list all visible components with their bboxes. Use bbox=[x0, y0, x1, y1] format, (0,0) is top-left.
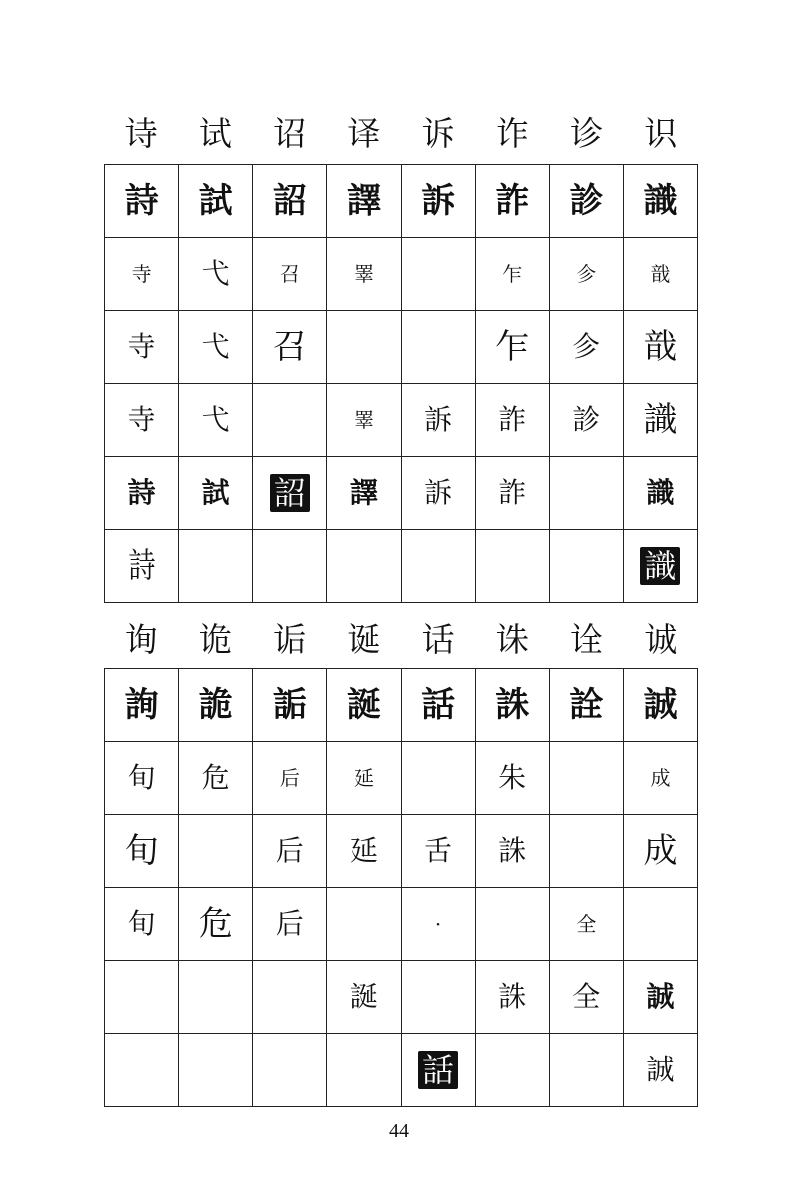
glyph-cell bbox=[105, 311, 179, 384]
header-char: 诠 bbox=[570, 620, 604, 659]
ancient-glyph: 訴 bbox=[424, 403, 453, 436]
ancient-glyph: 弋 bbox=[201, 257, 230, 290]
glyph-cell bbox=[253, 888, 327, 961]
ancient-glyph: 全 bbox=[576, 912, 597, 936]
glyph-cell bbox=[179, 311, 253, 384]
glyph-cell bbox=[105, 384, 179, 457]
ancient-glyph: 試 bbox=[198, 181, 233, 221]
glyph-cell bbox=[105, 815, 179, 888]
glyph-cell bbox=[327, 165, 401, 238]
glyph-cell bbox=[550, 961, 624, 1034]
ancient-glyph: 誠 bbox=[646, 980, 675, 1013]
glyph-cell bbox=[476, 1034, 550, 1107]
glyph-cell bbox=[624, 457, 698, 530]
glyph-cell bbox=[550, 238, 624, 311]
glyph-cell bbox=[105, 1034, 179, 1107]
header-char: 诞 bbox=[347, 620, 381, 659]
ancient-glyph: 試 bbox=[201, 476, 230, 509]
glyph-cell bbox=[105, 961, 179, 1034]
ancient-glyph: 識 bbox=[640, 547, 680, 585]
glyph-cell bbox=[179, 530, 253, 603]
glyph-cell bbox=[179, 457, 253, 530]
header-char: 诟 bbox=[273, 620, 307, 659]
ancient-glyph: 后 bbox=[279, 766, 300, 790]
glyph-cell bbox=[105, 165, 179, 238]
glyph-cell bbox=[476, 961, 550, 1034]
glyph-cell bbox=[179, 888, 253, 961]
ancient-glyph: 詩 bbox=[127, 546, 156, 586]
glyph-cell bbox=[253, 384, 327, 457]
glyph-cell bbox=[550, 669, 624, 742]
glyph-cell bbox=[253, 530, 327, 603]
ancient-glyph: 詩 bbox=[127, 476, 156, 509]
page-number: 44 bbox=[389, 1120, 409, 1142]
glyph-cell bbox=[624, 815, 698, 888]
ancient-glyph: 召 bbox=[272, 327, 307, 367]
glyph-cell bbox=[105, 238, 179, 311]
glyph-cell bbox=[253, 669, 327, 742]
glyph-cell bbox=[476, 888, 550, 961]
glyph-cell bbox=[402, 742, 476, 815]
ancient-glyph: 㐱 bbox=[572, 330, 601, 363]
ancient-glyph: 詔 bbox=[272, 181, 307, 221]
glyph-cell bbox=[624, 311, 698, 384]
glyph-cell bbox=[402, 165, 476, 238]
ancient-glyph: 誕 bbox=[346, 685, 381, 725]
glyph-cell bbox=[402, 669, 476, 742]
glyph-cell bbox=[550, 742, 624, 815]
glyph-cell bbox=[327, 669, 401, 742]
header-char: 诛 bbox=[495, 620, 529, 659]
glyph-cell bbox=[476, 457, 550, 530]
glyph-cell bbox=[402, 1034, 476, 1107]
glyph-cell bbox=[105, 888, 179, 961]
header-char: 诉 bbox=[421, 114, 455, 153]
ancient-glyph: 召 bbox=[279, 262, 300, 286]
glyph-cell bbox=[476, 742, 550, 815]
header-char: 询 bbox=[124, 620, 158, 659]
ancient-glyph: 識 bbox=[643, 400, 678, 440]
glyph-cell bbox=[327, 815, 401, 888]
glyph-cell bbox=[402, 457, 476, 530]
ancient-glyph: 成 bbox=[643, 831, 678, 871]
ancient-glyph: 誠 bbox=[643, 685, 678, 725]
ancient-glyph: 睪 bbox=[353, 408, 374, 432]
glyph-cell bbox=[327, 238, 401, 311]
ancient-glyph: 識 bbox=[643, 181, 678, 221]
ancient-glyph: 㐱 bbox=[576, 262, 597, 286]
header-char: 诈 bbox=[495, 114, 529, 153]
ancient-glyph: 詩 bbox=[124, 181, 159, 221]
ancient-glyph: 詢 bbox=[124, 685, 159, 725]
glyph-cell bbox=[402, 238, 476, 311]
ancient-glyph: 譯 bbox=[349, 476, 378, 509]
glyph-cell bbox=[179, 384, 253, 457]
ancient-glyph: 寺 bbox=[127, 403, 156, 436]
ancient-glyph: 誅 bbox=[495, 685, 530, 725]
header-char: 诏 bbox=[273, 114, 307, 153]
ancient-glyph: 誠 bbox=[646, 1053, 675, 1086]
glyph-cell bbox=[624, 888, 698, 961]
glyph-table-1 bbox=[104, 164, 698, 603]
header-char: 识 bbox=[644, 114, 678, 153]
ancient-glyph: 詐 bbox=[498, 403, 527, 436]
glyph-cell bbox=[253, 961, 327, 1034]
glyph-cell bbox=[402, 311, 476, 384]
ancient-glyph: 延 bbox=[349, 834, 378, 867]
ancient-glyph: 寺 bbox=[127, 330, 156, 363]
glyph-cell bbox=[624, 165, 698, 238]
header-row-1 bbox=[104, 114, 698, 154]
glyph-cell bbox=[179, 961, 253, 1034]
glyph-cell bbox=[550, 384, 624, 457]
ancient-glyph: 詐 bbox=[495, 181, 530, 221]
ancient-glyph: 訴 bbox=[421, 181, 456, 221]
ancient-glyph: 戠 bbox=[650, 262, 671, 286]
glyph-cell bbox=[550, 815, 624, 888]
glyph-cell bbox=[624, 669, 698, 742]
glyph-cell bbox=[327, 961, 401, 1034]
ancient-glyph: 舌 bbox=[424, 834, 453, 867]
glyph-cell bbox=[476, 311, 550, 384]
ancient-glyph: 診 bbox=[572, 403, 601, 436]
ancient-glyph: 訴 bbox=[424, 476, 453, 509]
glyph-cell bbox=[624, 384, 698, 457]
glyph-cell bbox=[550, 311, 624, 384]
ancient-glyph: 乍 bbox=[495, 327, 530, 367]
glyph-cell bbox=[105, 742, 179, 815]
glyph-cell bbox=[327, 311, 401, 384]
ancient-glyph: 寺 bbox=[131, 262, 152, 286]
glyph-cell bbox=[179, 815, 253, 888]
glyph-cell bbox=[402, 961, 476, 1034]
glyph-cell bbox=[402, 530, 476, 603]
glyph-cell bbox=[327, 530, 401, 603]
ancient-glyph: 譯 bbox=[346, 181, 381, 221]
ancient-glyph: 延 bbox=[353, 766, 374, 790]
glyph-cell bbox=[550, 1034, 624, 1107]
glyph-cell bbox=[624, 238, 698, 311]
ancient-glyph: 弋 bbox=[201, 330, 230, 363]
glyph-cell bbox=[253, 1034, 327, 1107]
ancient-glyph: 朱 bbox=[498, 761, 527, 794]
glyph-table-2 bbox=[104, 668, 698, 1107]
ancient-glyph: 危 bbox=[201, 761, 230, 794]
ancient-glyph: 話 bbox=[418, 1051, 458, 1089]
ancient-glyph: 全 bbox=[572, 980, 601, 1013]
glyph-cell bbox=[253, 457, 327, 530]
glyph-cell bbox=[179, 742, 253, 815]
glyph-cell bbox=[179, 669, 253, 742]
glyph-cell bbox=[476, 384, 550, 457]
glyph-cell bbox=[327, 457, 401, 530]
ancient-glyph: 戠 bbox=[643, 327, 678, 367]
glyph-cell bbox=[624, 961, 698, 1034]
ancient-glyph: 旬 bbox=[127, 761, 156, 794]
ancient-glyph: 話 bbox=[421, 685, 456, 725]
glyph-cell bbox=[179, 238, 253, 311]
ancient-glyph: 后 bbox=[275, 907, 304, 940]
ancient-glyph: 乍 bbox=[502, 262, 523, 286]
ancient-glyph: 識 bbox=[646, 476, 675, 509]
glyph-cell bbox=[476, 530, 550, 603]
ancient-glyph: 成 bbox=[650, 766, 671, 790]
glyph-cell bbox=[402, 815, 476, 888]
glyph-cell bbox=[476, 238, 550, 311]
ancient-glyph: 誅 bbox=[498, 834, 527, 867]
glyph-cell bbox=[327, 1034, 401, 1107]
glyph-cell bbox=[253, 311, 327, 384]
glyph-cell bbox=[327, 384, 401, 457]
ancient-glyph: 詭 bbox=[198, 685, 233, 725]
glyph-cell bbox=[253, 165, 327, 238]
header-char: 试 bbox=[198, 114, 232, 153]
glyph-cell bbox=[179, 165, 253, 238]
glyph-cell bbox=[105, 669, 179, 742]
glyph-cell bbox=[624, 530, 698, 603]
ancient-glyph: 睪 bbox=[353, 262, 374, 286]
ancient-glyph: · bbox=[434, 912, 442, 936]
glyph-cell bbox=[550, 888, 624, 961]
glyph-cell bbox=[624, 742, 698, 815]
ancient-glyph: 旬 bbox=[127, 907, 156, 940]
glyph-cell bbox=[402, 888, 476, 961]
ancient-glyph: 誅 bbox=[498, 980, 527, 1013]
glyph-cell bbox=[550, 530, 624, 603]
glyph-cell bbox=[624, 1034, 698, 1107]
glyph-cell bbox=[402, 384, 476, 457]
ancient-glyph: 弋 bbox=[201, 403, 230, 436]
glyph-cell bbox=[476, 815, 550, 888]
ancient-glyph: 詬 bbox=[272, 685, 307, 725]
ancient-glyph: 詐 bbox=[498, 476, 527, 509]
glyph-cell bbox=[253, 815, 327, 888]
ancient-glyph: 詔 bbox=[270, 474, 310, 512]
header-char: 译 bbox=[347, 114, 381, 153]
glyph-cell bbox=[476, 165, 550, 238]
glyph-cell bbox=[476, 669, 550, 742]
header-char: 诚 bbox=[644, 620, 678, 659]
glyph-cell bbox=[179, 1034, 253, 1107]
header-char: 诡 bbox=[198, 620, 232, 659]
glyph-cell bbox=[550, 457, 624, 530]
glyph-cell bbox=[105, 530, 179, 603]
glyph-cell bbox=[327, 742, 401, 815]
ancient-glyph: 誕 bbox=[349, 980, 378, 1013]
glyph-cell bbox=[253, 742, 327, 815]
header-char: 话 bbox=[421, 620, 455, 659]
ancient-glyph: 危 bbox=[198, 904, 233, 944]
ancient-glyph: 詮 bbox=[569, 685, 604, 725]
header-char: 诊 bbox=[570, 114, 604, 153]
header-row-2 bbox=[104, 620, 698, 660]
ancient-glyph: 診 bbox=[569, 181, 604, 221]
glyph-cell bbox=[253, 238, 327, 311]
ancient-glyph: 后 bbox=[275, 834, 304, 867]
glyph-cell bbox=[105, 457, 179, 530]
header-char: 诗 bbox=[124, 114, 158, 153]
glyph-cell bbox=[327, 888, 401, 961]
ancient-glyph: 旬 bbox=[124, 831, 159, 871]
glyph-cell bbox=[550, 165, 624, 238]
